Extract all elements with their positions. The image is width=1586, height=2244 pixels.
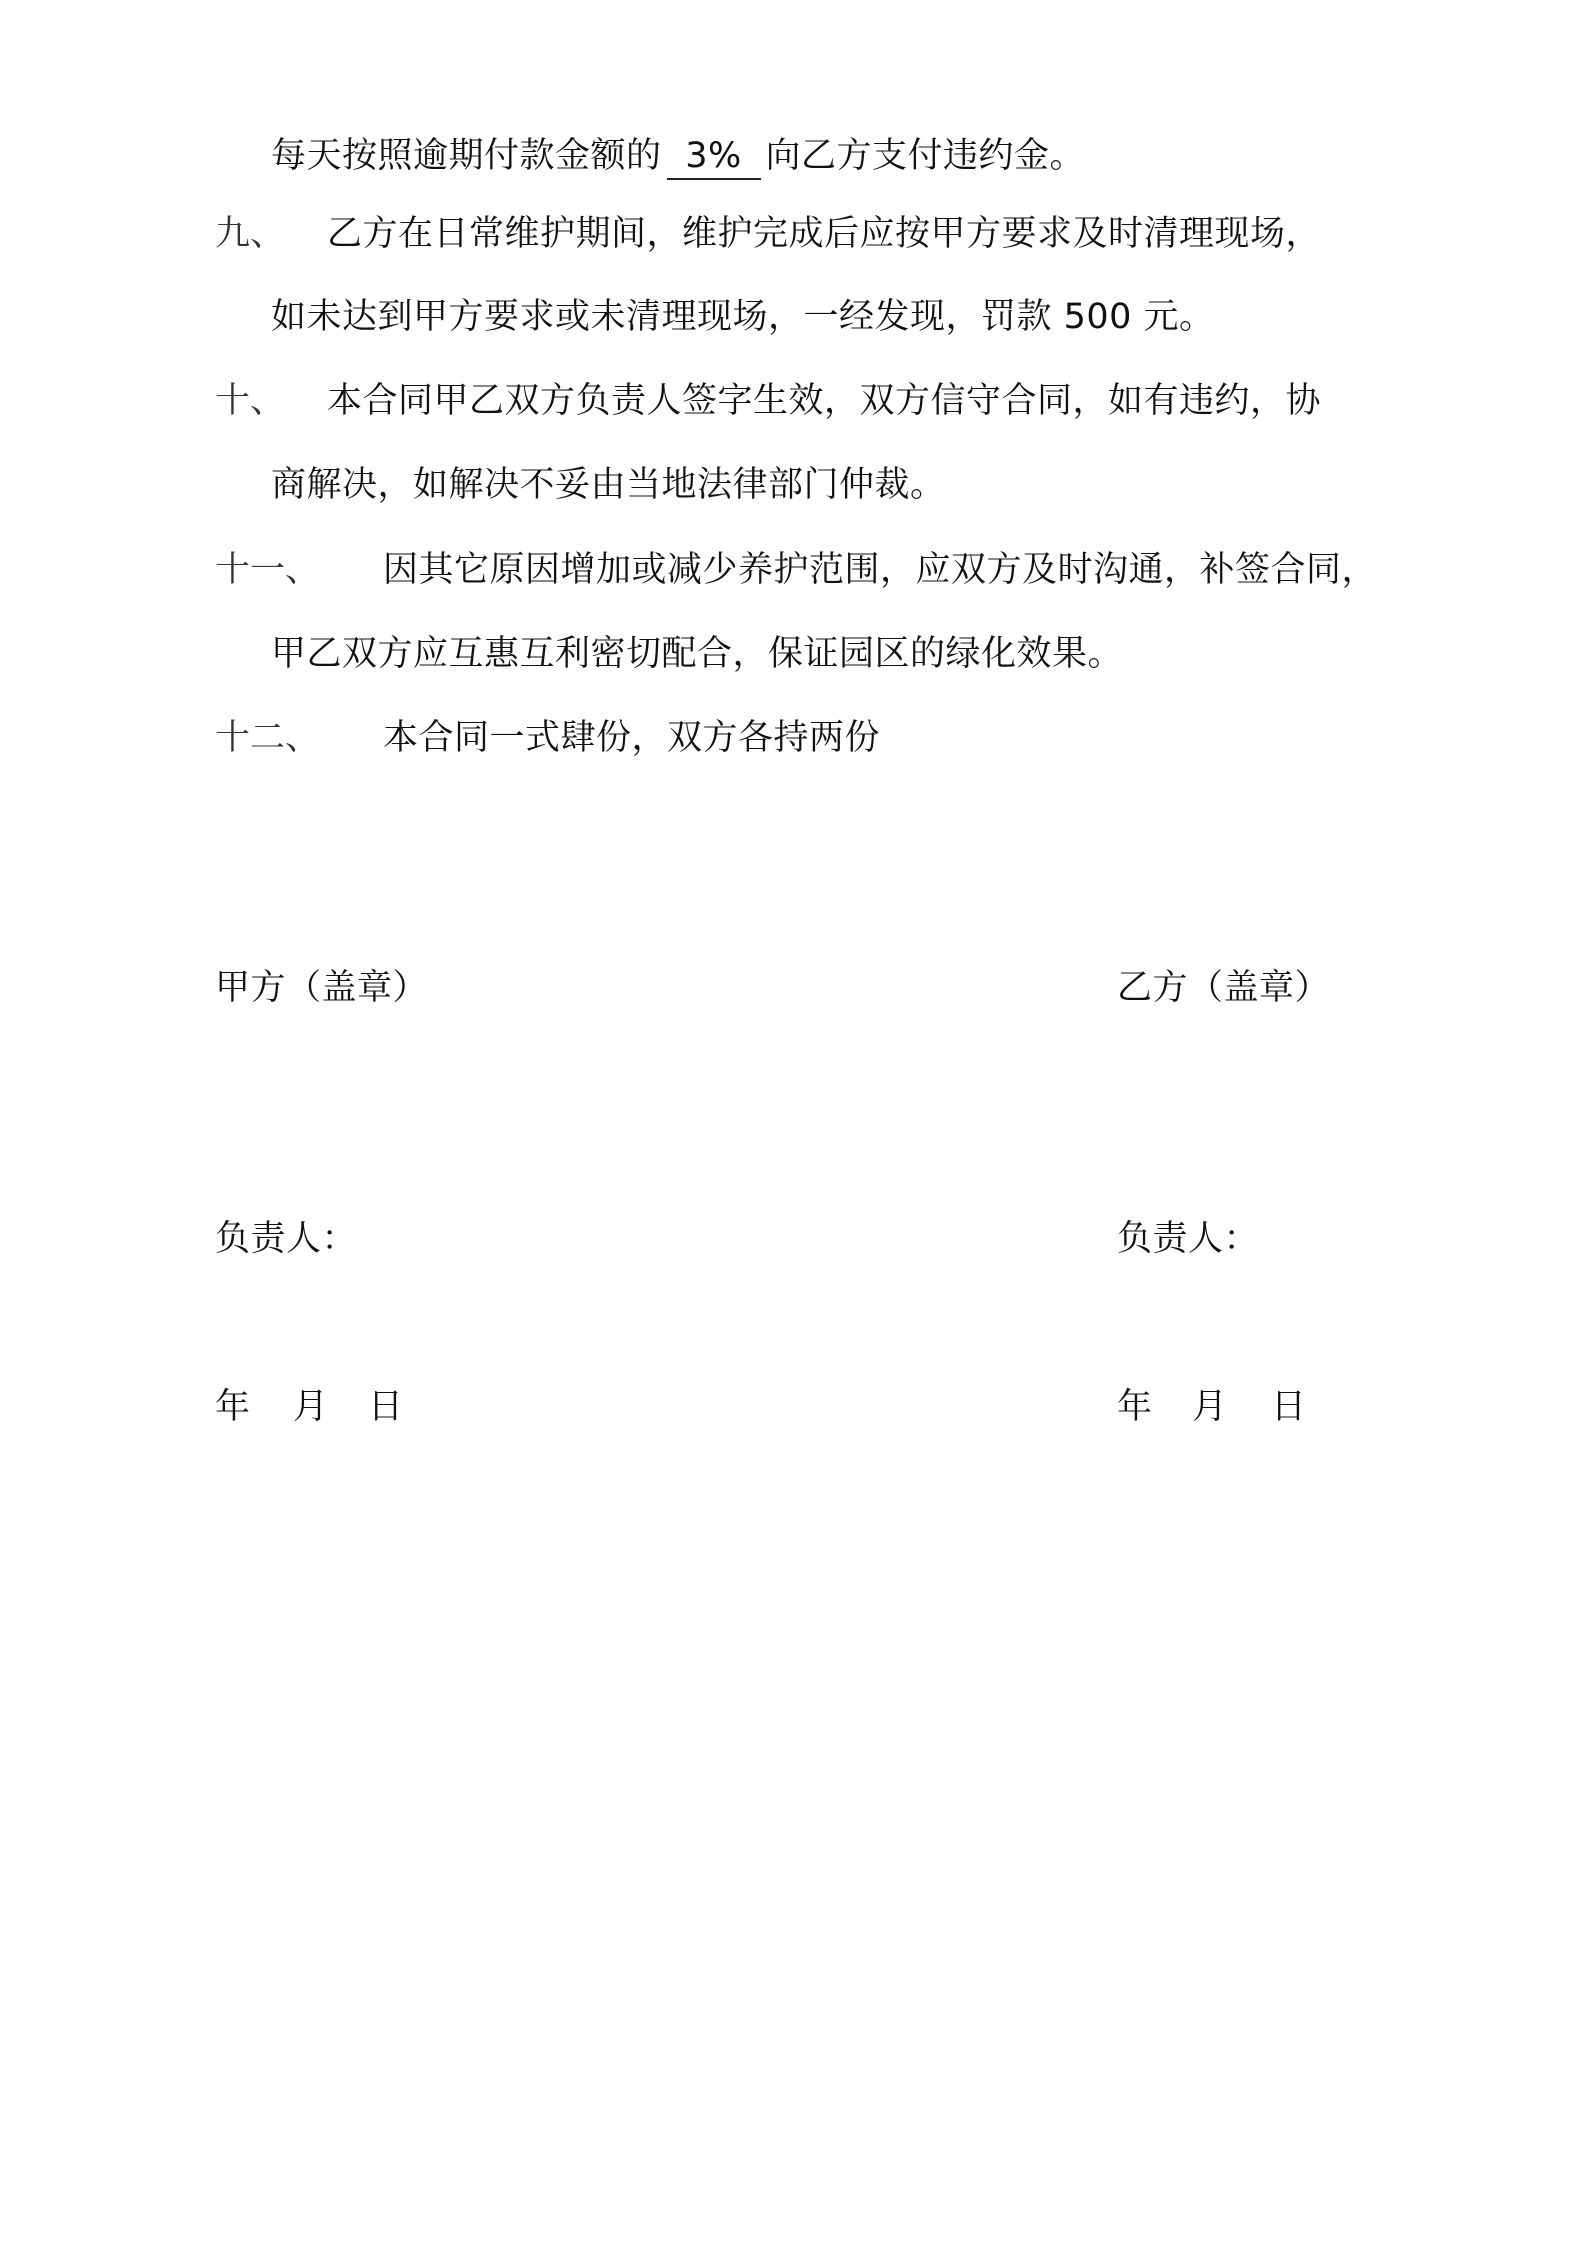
party-b-principal: 负责人： bbox=[1117, 1219, 1260, 1259]
party-a-month: 月 bbox=[293, 1387, 329, 1427]
party-b-seal: 乙方（盖章） bbox=[1117, 968, 1331, 1008]
clause-9-line-2: 如未达到甲方要求或未清理现场，一经发现，罚款 500 元。 bbox=[271, 297, 1215, 337]
party-b-date bbox=[1117, 1383, 1307, 1431]
clause-12-number: 十二、 bbox=[215, 718, 321, 758]
clause-10-line-2: 商解决，如解决不妥由当地法律部门仲裁。 bbox=[271, 465, 946, 505]
clause-12-line-1: 本合同一式肆份，双方各持两份 bbox=[383, 718, 881, 758]
clause-10-line-1: 本合同甲乙双方负责人签字生效，双方信守合同，如有违约，协 bbox=[327, 381, 1322, 421]
party-b-month: 月 bbox=[1192, 1387, 1228, 1427]
clause-9-number: 九、 bbox=[215, 214, 286, 254]
party-b-year: 年 bbox=[1117, 1387, 1153, 1427]
penalty-rate-blank: 3% bbox=[667, 134, 761, 180]
clause-11-line-2: 甲乙双方应互惠互利密切配合，保证园区的绿化效果。 bbox=[271, 634, 1124, 674]
party-b-day: 日 bbox=[1271, 1387, 1307, 1427]
party-a-day: 日 bbox=[368, 1387, 404, 1427]
continuation-text-before: 每天按照逾期付款金额的 bbox=[271, 136, 662, 176]
clause-10-number: 十、 bbox=[215, 381, 286, 421]
party-a-year: 年 bbox=[215, 1387, 251, 1427]
clause-11-line-1: 因其它原因增加或减少养护范围，应双方及时沟通，补签合同， bbox=[383, 550, 1378, 590]
party-a-date bbox=[215, 1383, 404, 1431]
party-a-seal: 甲方（盖章） bbox=[215, 968, 429, 1008]
clause-8-continuation bbox=[271, 132, 1085, 180]
continuation-text-after: 向乙方支付违约金。 bbox=[765, 136, 1086, 176]
party-a-principal: 负责人： bbox=[215, 1219, 358, 1259]
clause-11-number: 十一、 bbox=[215, 550, 321, 590]
clause-9-line-1: 乙方在日常维护期间，维护完成后应按甲方要求及时清理现场， bbox=[327, 214, 1322, 254]
